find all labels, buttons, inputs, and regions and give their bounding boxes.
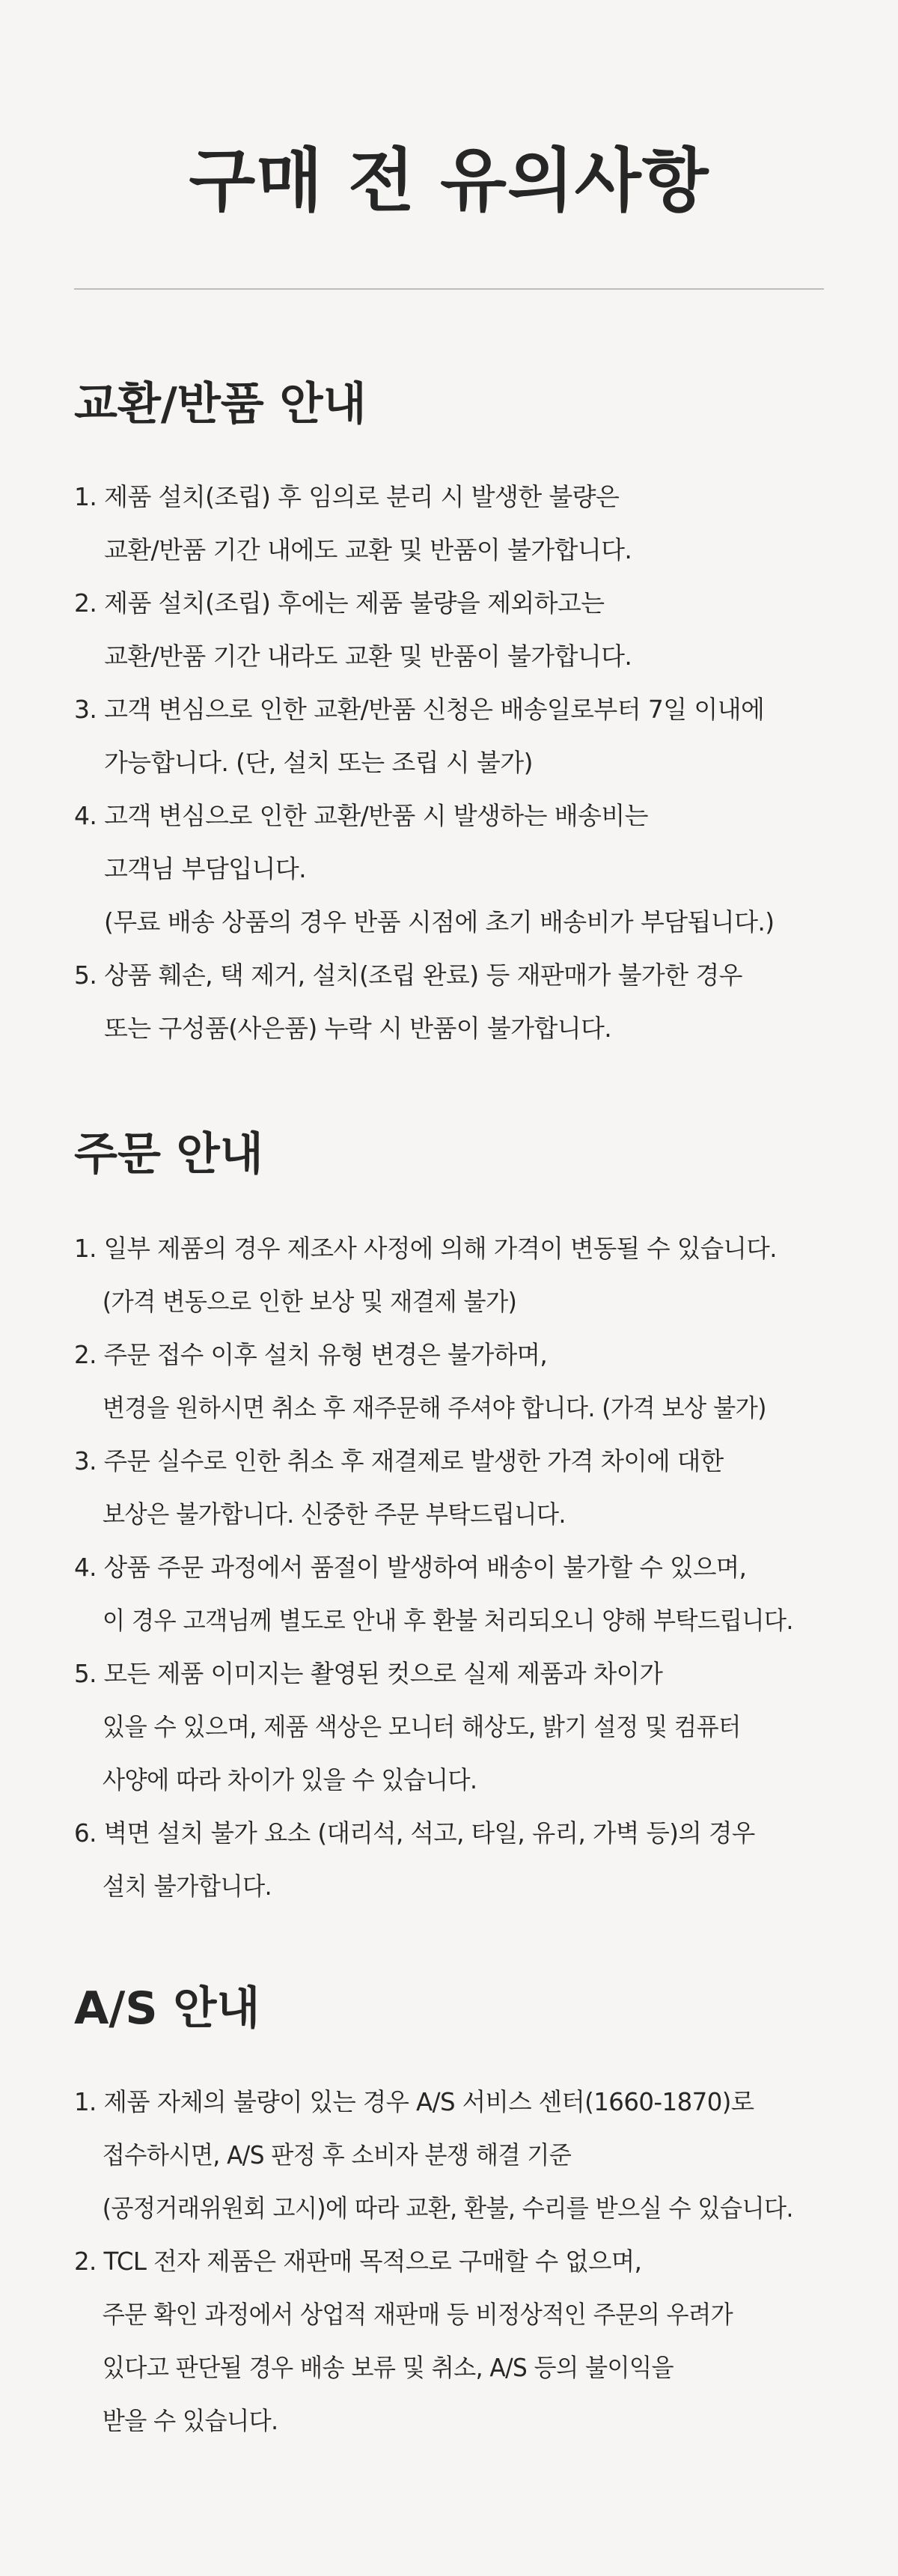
list-item-line: 2. TCL 전자 제품은 재판매 목적으로 구매할 수 없으며, <box>74 2247 642 2276</box>
list-item-line: 접수하시면, A/S 판정 후 소비자 분쟁 해결 기준 <box>102 2140 572 2169</box>
list-item-line: (가격 변동으로 인한 보상 및 재결제 불가) <box>102 1287 517 1316</box>
list-item-line: 6. 벽면 설치 불가 요소 (대리석, 석고, 타일, 유리, 가벽 등)의 경우 <box>74 1818 755 1848</box>
title-divider <box>74 288 824 290</box>
list-item <box>74 2075 836 2235</box>
section-title-exchange-return: 교환/반품 안내 <box>74 378 367 430</box>
list-item-line: (무료 배송 상품의 경우 반품 시점에 초기 배송비가 부담됩니다.) <box>104 907 775 937</box>
list-item <box>74 683 775 789</box>
list-item-line: 이 경우 고객님께 별도로 안내 후 환불 처리되오니 양해 부탁드립니다. <box>102 1606 793 1635</box>
list-item <box>74 789 775 949</box>
list-item-line: 있을 수 있으며, 제품 색상은 모니터 해상도, 밝기 설정 및 컴퓨터 <box>102 1712 741 1741</box>
section-title-after-service: A/S 안내 <box>74 1982 260 2035</box>
list-item-line: 2. 제품 설치(조립) 후에는 제품 불량을 제외하고는 <box>74 588 605 618</box>
list-item <box>74 1328 834 1434</box>
list-item-line: 1. 제품 설치(조립) 후 임의로 분리 시 발생한 불량은 <box>74 482 620 511</box>
list-item <box>74 949 775 1055</box>
list-item-line: 교환/반품 기간 내에도 교환 및 반품이 불가합니다. <box>104 535 632 564</box>
list-item-line: 설치 불가합니다. <box>102 1872 272 1901</box>
list-item-line: 4. 고객 변심으로 인한 교환/반품 시 발생하는 배송비는 <box>74 801 648 830</box>
exchange-return-list <box>74 470 775 1055</box>
list-item <box>74 1806 834 1913</box>
order-list <box>74 1222 834 1913</box>
list-item <box>74 2235 836 2447</box>
list-item <box>74 576 775 683</box>
section-title-order: 주문 안내 <box>74 1128 263 1181</box>
list-item-line: 1. 일부 제품의 경우 제조사 사정에 의해 가격이 변동될 수 있습니다. <box>74 1234 777 1263</box>
list-item-line: 교환/반품 기간 내라도 교환 및 반품이 불가합니다. <box>104 642 632 671</box>
list-item-line: 3. 주문 실수로 인한 취소 후 재결제로 발생한 가격 차이에 대한 <box>74 1446 724 1476</box>
list-item-line: 또는 구성품(사은품) 누락 시 반품이 불가합니다. <box>104 1014 612 1043</box>
list-item-line: 가능합니다. (단, 설치 또는 조립 시 불가) <box>104 748 533 777</box>
list-item-line: 3. 고객 변심으로 인한 교환/반품 신청은 배송일로부터 7일 이내에 <box>74 695 765 724</box>
list-item-line: 사양에 따라 차이가 있을 수 있습니다. <box>102 1765 477 1794</box>
page-title: 구매 전 유의사항 <box>189 141 709 221</box>
list-item <box>74 1222 834 1328</box>
list-item-line: 1. 제품 자체의 불량이 있는 경우 A/S 서비스 센터(1660-1870)로 <box>74 2087 754 2116</box>
list-item-line: 주문 확인 과정에서 상업적 재판매 등 비정상적인 주문의 우려가 <box>102 2300 733 2329</box>
list-item-line: 있다고 판단될 경우 배송 보류 및 취소, A/S 등의 불이익을 <box>102 2353 674 2382</box>
list-item <box>74 1541 834 1647</box>
list-item-line: 4. 상품 주문 과정에서 품절이 발생하여 배송이 불가할 수 있으며, <box>74 1553 747 1582</box>
list-item-line: 받을 수 있습니다. <box>102 2406 278 2435</box>
list-item-line: 변경을 원하시면 취소 후 재주문해 주셔야 합니다. (가격 보상 불가) <box>102 1393 766 1422</box>
list-item-line: 5. 모든 제품 이미지는 촬영된 컷으로 실제 제품과 차이가 <box>74 1659 663 1688</box>
list-item-line: 2. 주문 접수 이후 설치 유형 변경은 불가하며, <box>74 1340 548 1369</box>
list-item <box>74 1434 834 1541</box>
list-item-line: 고객님 부담입니다. <box>104 854 307 883</box>
list-item <box>74 470 775 576</box>
list-item-line: 보상은 불가합니다. 신중한 주문 부탁드립니다. <box>102 1499 566 1529</box>
list-item-line: 5. 상품 훼손, 택 제거, 설치(조립 완료) 등 재판매가 불가한 경우 <box>74 960 742 990</box>
list-item-line: (공정거래위원회 고시)에 따라 교환, 환불, 수리를 받으실 수 있습니다. <box>102 2193 793 2223</box>
list-item <box>74 1647 834 1806</box>
after-service-list <box>74 2075 836 2447</box>
